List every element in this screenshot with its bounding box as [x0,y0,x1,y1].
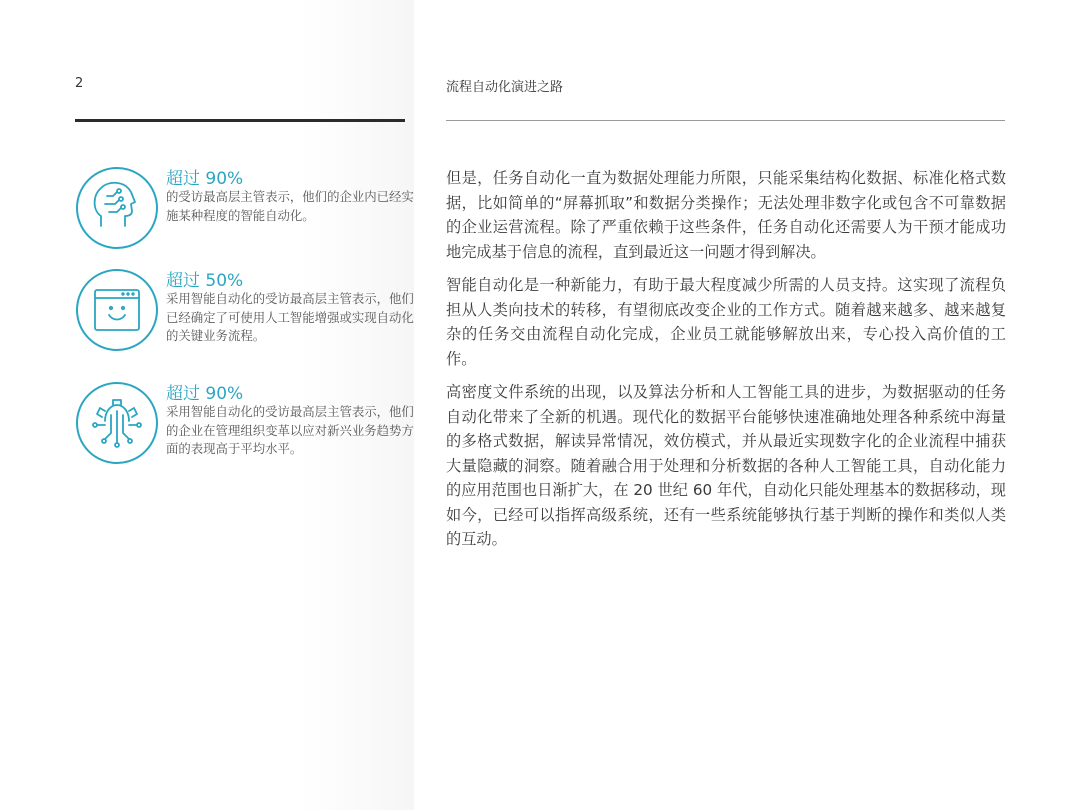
header-rule-right [446,120,1005,121]
ai-head-icon [75,166,159,250]
body-paragraph: 高密度文件系统的出现，以及算法分析和人工智能工具的进步，为数据驱动的任务自动化带来了全新的机遇。现代化的数据平台能够快速准确地处理各种系统中海量的多格式数据，解读异常情况，效仿模式，并从最近实现数字化的企业流程中捕获大量隐藏的洞察。随着融合用于处理和分析数据的各种人工智能工具，自动化能力的应用范围也日渐扩大，在 20 世纪 60 年代，自动化只能处理基本的数据移动，现如今，已经可以指挥高级系统，还有一些系统能够执行基于判断的操作和类似人类的互动。 [446,383,1006,548]
stat-headline: 超过 50% [166,271,244,291]
header-rule-left [75,119,405,122]
page-number: 2 [75,76,84,91]
body-text-column [446,166,1006,561]
body-paragraph: 智能自动化是一种新能力，有助于最大程度减少所需的人员支持。这实现了流程负担从人类向技术的转移，有望彻底改变企业的工作方式。随着越来越多、越来越复杂的任务交由流程自动化完成，企业员工就能够解放出来，专心投入高价值的工作。 [446,276,1006,368]
stat-description: 采用智能自动化的受访最高层主管表示，他们的企业在管理组织变革以应对新兴业务趋势方面的表现高于平均水平。 [166,404,414,456]
stat-headline: 超过 90% [166,169,244,189]
body-paragraph: 但是，任务自动化一直为数据处理能力所限，只能采集结构化数据、标准化格式数据，比如简单的“屏幕抓取”和数据分类操作；无法处理非数字化或包含不可靠数据的企业运营流程。除了严重依赖于这些条件，任务自动化还需要人为干预才能成功地完成基于信息的流程，直到最近这一问题才得到解决。 [446,169,1006,261]
smiley-window-icon [75,268,159,352]
stat-description: 采用智能自动化的受访最高层主管表示，他们已经确定了可使用人工智能增强或实现自动化的关键业务流程。 [166,291,414,343]
stat-headline: 超过 90% [166,384,244,404]
gear-circuit-icon [75,381,159,465]
stat-description: 的受访最高层主管表示，他们的企业内已经实施某种程度的智能自动化。 [166,189,414,223]
running-title: 流程自动化演进之路 [446,80,564,95]
